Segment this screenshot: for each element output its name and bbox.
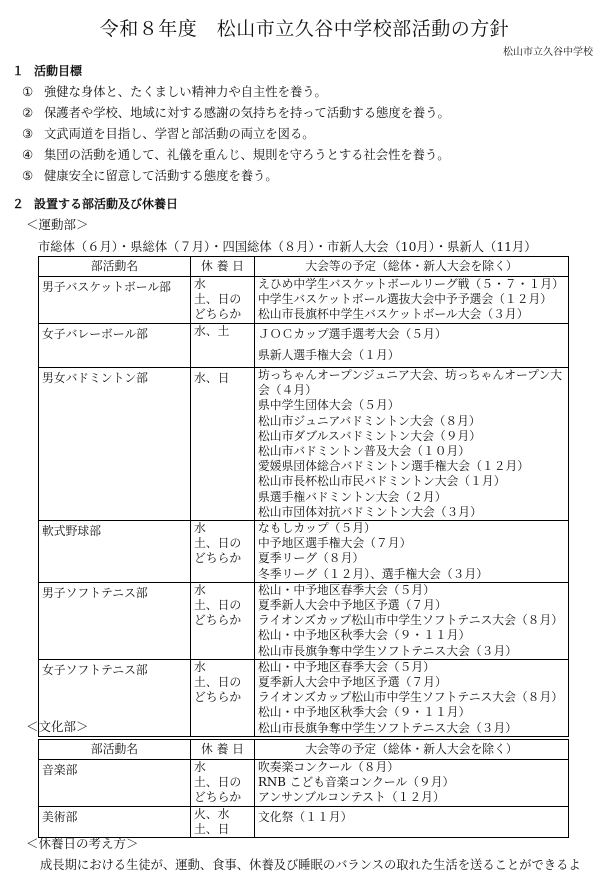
goal-text: 保護者や学校、地域に対する感謝の気持ちを持って活動する態度を養う。 <box>44 106 450 120</box>
goal-text: 強健な身体と、たくましい精神力や自主性を養う。 <box>44 85 327 99</box>
club-name: 音楽部 <box>39 760 191 807</box>
section-title: 活動目標 <box>34 64 83 78</box>
table-row <box>39 368 569 521</box>
table-row <box>39 806 569 837</box>
section-number: ２ <box>12 197 25 211</box>
club-name: 女子ソフトテニス部 <box>39 659 191 736</box>
goal-text: 文武両道を目指し、学習と部活動の両立を図る。 <box>44 127 315 141</box>
header-club-name: 部活動名 <box>39 740 191 760</box>
culture-clubs-label: ＜文化部＞ <box>26 719 89 734</box>
table-header-row <box>39 740 569 760</box>
rest-day-cell: 水 土、日の どちらか <box>191 521 255 583</box>
section-heading-goals <box>12 62 82 79</box>
list-item <box>22 82 450 103</box>
table-row <box>39 659 569 736</box>
club-name: 美術部 <box>39 806 191 837</box>
events-cell: 松山・中予地区春季大会（５月） 夏季新人大会中予地区予選（７月） ライオンズカップ松山市中学生ソフトテニス大会（８月） 松山・中予地区秋季大会（９・１１月） 松山市長旗争奪中学生ソフトテニス大会（３月） <box>255 659 569 736</box>
club-name: 男子バスケットボール部 <box>39 277 191 324</box>
header-rest-day: 休 養 日 <box>191 740 255 760</box>
header-rest-day: 休 養 日 <box>191 257 255 277</box>
organization-name: 松山市立久谷中学校 <box>503 47 593 58</box>
events-cell: 松山・中予地区春季大会（５月） 夏季新人大会中予地区予選（７月） ライオンズカップ松山市中学生ソフトテニス大会（８月） 松山・中予地区秋季大会（９・１１月） 松山市長旗争奪中学生ソフトテニス大会（３月） <box>255 582 569 659</box>
goal-text: 集団の活動を通して、礼儀を重んじ、規則を守ろうとする社会性を養う。 <box>44 148 450 162</box>
table-row <box>39 277 569 324</box>
table-row <box>39 760 569 807</box>
list-item <box>22 145 450 166</box>
table-row <box>39 323 569 367</box>
competitions-schedule: 市総体（６月）・県総体（７月）・四国総体（８月）・市新人大会（10月）・県新人（11月） <box>38 240 537 254</box>
section-heading-clubs <box>12 195 178 212</box>
club-name: 軟式野球部 <box>39 521 191 583</box>
sports-clubs-label: ＜運動部＞ <box>26 217 89 232</box>
events-cell: えひめ中学生バスケットボールリーグ戦（５・７・１月） 中学生バスケットボール選抜大会中予予選会（１２月） 松山市長旗杯中学生バスケットボール大会（３月） <box>255 277 569 324</box>
rest-day-policy-text: 成長期における生徒が、運動、食事、休養及び睡眠のバランスの取れた生活を送ることができるよ <box>40 858 581 872</box>
goal-marker: ⑤ <box>22 169 34 183</box>
rest-day-cell: 火、水 土、日 <box>191 806 255 837</box>
list-item <box>22 166 450 187</box>
goal-marker: ① <box>22 85 34 99</box>
rest-day-cell: 水 土、日の どちらか <box>191 277 255 324</box>
goal-text: 健康安全に留意して活動する態度を養う。 <box>44 169 278 183</box>
header-events: 大会等の予定（総体・新人大会を除く） <box>255 740 569 760</box>
section-title: 設置する部活動及び休養日 <box>34 197 179 211</box>
table-header-row <box>39 257 569 277</box>
sports-clubs-table <box>38 256 569 737</box>
page-title: 令和８年度 松山市立久谷中学校部活動の方針 <box>99 18 510 40</box>
list-item <box>22 103 450 124</box>
rest-day-cell: 水 土、日の どちらか <box>191 659 255 736</box>
table-row <box>39 521 569 583</box>
club-name: 男子ソフトテニス部 <box>39 582 191 659</box>
rest-day-cell: 水、土 <box>191 323 255 367</box>
events-cell: 坊っちゃんオープンジュニア大会、坊っちゃんオープン大会（４月） 県中学生団体大会（５月） 松山市ジュニアバドミントン大会（８月） 松山市ダブルスバドミントン大会（９月） 松山市バドミントン普及大会（１０月） 愛媛県団体総合バドミントン選手権大会（１２月） 松山市長杯松山市民バドミントン大会（１月） 県選手権バドミントン大会（２月） 松山市団体対抗バドミントン大会（３月） <box>255 368 569 521</box>
events-cell: なもしカップ（５月） 中予地区選手権大会（７月） 夏季リーグ（８月） 冬季リーグ（１２月）、選手権大会（３月） <box>255 521 569 583</box>
events-cell: 吹奏楽コンクール（８月） RNB こども音楽コンクール（９月） アンサンブルコンテスト（１２月） <box>255 760 569 807</box>
rest-day-cell: 水 土、日の どちらか <box>191 760 255 807</box>
rest-day-cell: 水 土、日の どちらか <box>191 582 255 659</box>
goal-marker: ③ <box>22 127 34 141</box>
rest-day-cell: 水、日 <box>191 368 255 521</box>
goal-marker: ② <box>22 106 34 120</box>
list-item <box>22 124 450 145</box>
culture-clubs-table <box>38 739 569 838</box>
goal-marker: ④ <box>22 148 34 162</box>
club-name: 男女バドミントン部 <box>39 368 191 521</box>
header-events: 大会等の予定（総体・新人大会を除く） <box>255 257 569 277</box>
section-number: １ <box>12 64 25 78</box>
events-cell: ＪＯＣカップ選手選考大会（５月） 県新人選手権大会（１月） <box>255 323 569 367</box>
rest-day-policy-label: ＜休養日の考え方＞ <box>26 836 139 851</box>
club-name: 女子バレーボール部 <box>39 323 191 367</box>
header-club-name: 部活動名 <box>39 257 191 277</box>
events-cell: 文化祭（１１月） <box>255 806 569 837</box>
table-row <box>39 582 569 659</box>
goals-list <box>22 82 450 187</box>
